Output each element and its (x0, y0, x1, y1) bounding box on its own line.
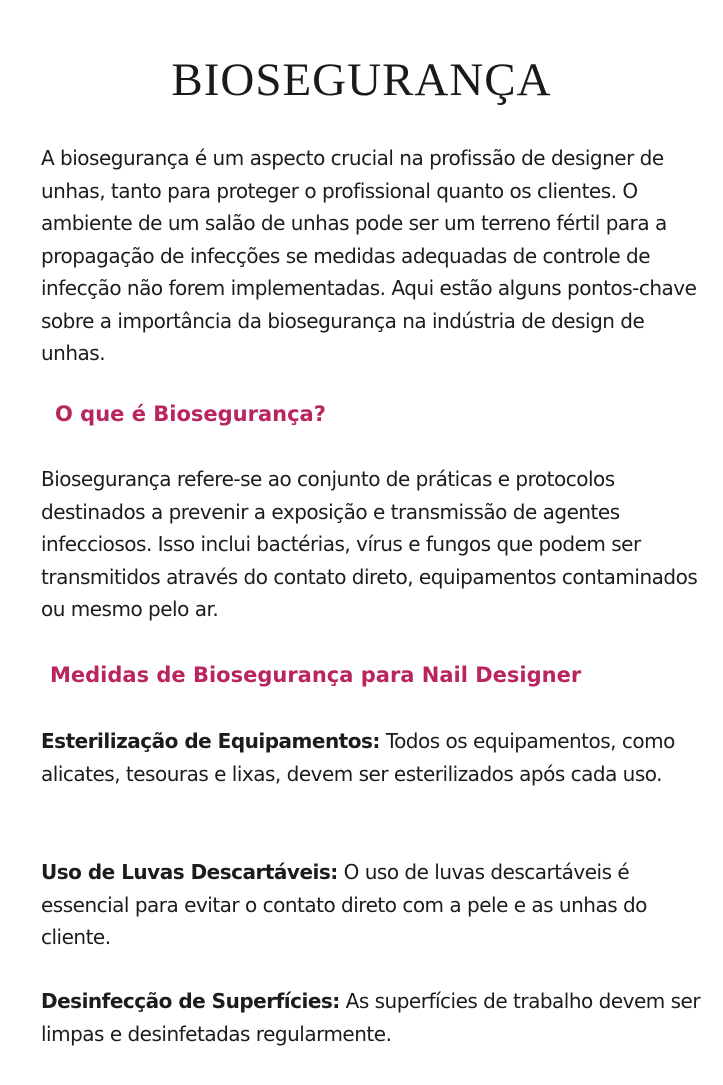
measure-item (41, 725, 701, 790)
section-heading-measures: Medidas de Biosegurança para Nail Designer (50, 663, 582, 687)
definition-paragraph: Biosegurança refere-se ao conjunto de práticas e protocolos destinados a prevenir a exposição e transmissão de agentes infecciosos. Isso inclui bactérias, vírus e fungos que podem ser transmitidos através do contato direto, equipamentos contaminados ou mesmo pelo ar. (41, 467, 698, 621)
intro-paragraph: A biosegurança é um aspecto crucial na profissão de designer de unhas, tanto para proteger o profissional quanto os clientes. O ambiente de um salão de unhas pode ser um terreno fértil para a propagação de infecções se medidas adequadas de controle de infecção não forem implementadas. Aqui estão alguns pontos-chave sobre a importância da biosegurança na indústria de design de unhas. (41, 146, 697, 365)
section-heading-what-is: O que é Biosegurança? (55, 402, 326, 426)
measure-text: Todos os equipamentos, como alicates, tesouras e lixas, devem ser esterilizados após cada uso. (41, 729, 675, 786)
measure-label: Esterilização de Equipamentos: (41, 729, 380, 753)
measure-item (41, 856, 701, 954)
measure-label: Uso de Luvas Descartáveis: (41, 860, 338, 884)
measure-label: Desinfecção de Superfícies: (41, 989, 340, 1013)
measure-text: As superfícies de trabalho devem ser limpas e desinfetadas regularmente. (41, 989, 701, 1046)
measure-text: O uso de luvas descartáveis é essencial para evitar o contato direto com a pele e as unhas do cliente. (41, 860, 647, 949)
page-title: BIOSEGURANÇA (171, 54, 552, 106)
measure-item (41, 985, 701, 1050)
